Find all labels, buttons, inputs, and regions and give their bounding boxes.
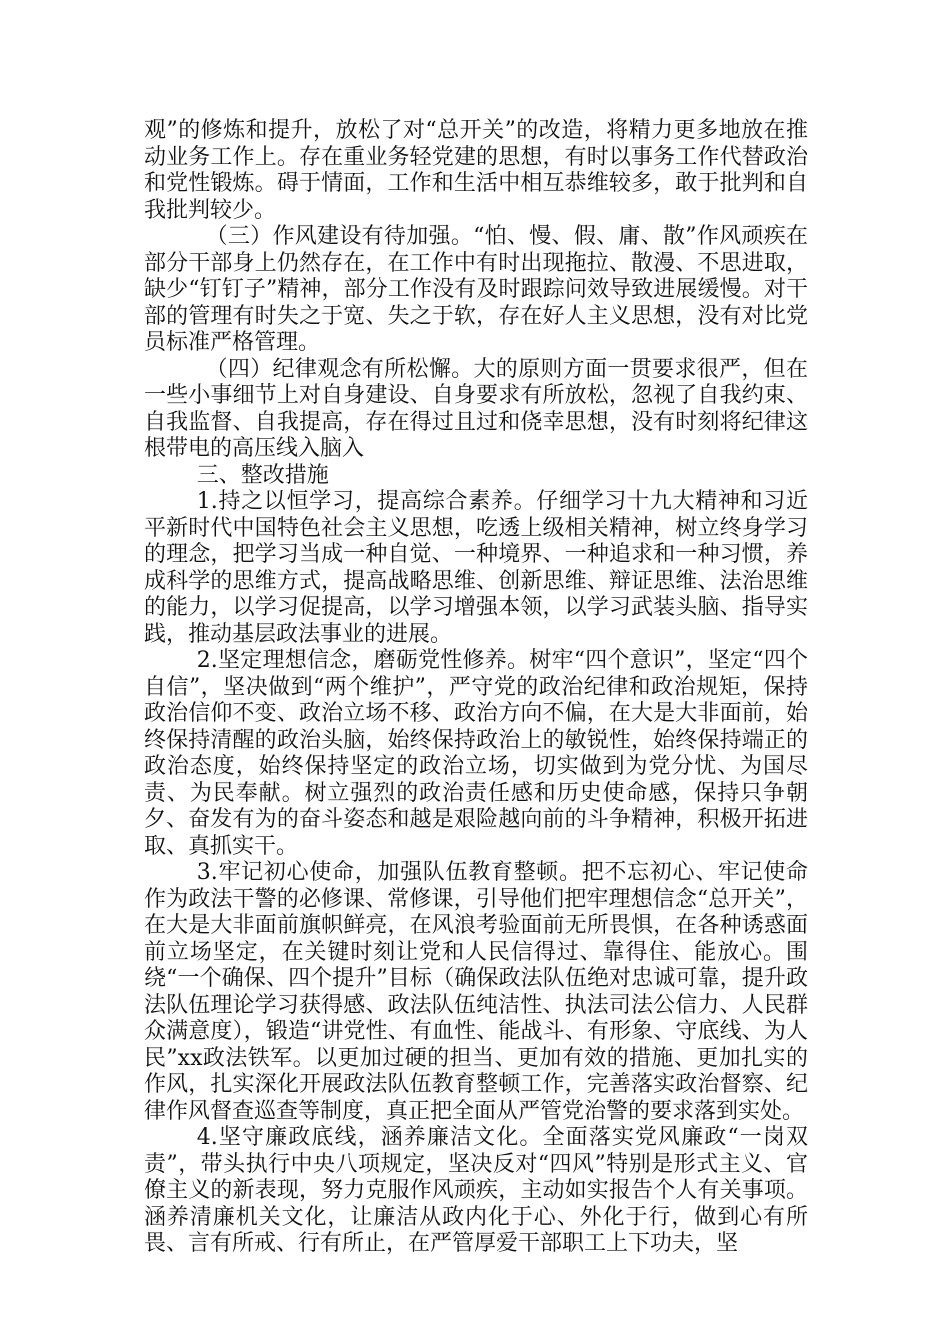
paragraph-measure-2: 2.坚定理想信念，磨砺党性修养。树牢“四个意识”，坚定“四个自信”，坚决做到“两个维护”，严守党的政治纪律和政治规矩，保持政治信仰不变、政治立场不移、政治方向不偏，在大是大非面前，始终保持清醒的政治头脑，始终保持政治上的敏锐性，始终保持端正的政治态度，始终保持坚定的政治立场，切实做到为党分忧、为国尽责、为民奉献。树立强烈的政治责任感和历史使命感，保持只争朝夕、奋发有为的奋斗姿态和越是艰险越向前的斗争精神，积极开拓进取、真抓实干。	[144, 648, 808, 859]
paragraph-measure-3: 3.牢记初心使命，加强队伍教育整顿。把不忘初心、牢记使命作为政法干警的必修课、常修课，引导他们把牢理想信念“总开关”，在大是大非面前旗帜鲜亮，在风浪考验面前无所畏惧，在各种诱惑面前立场坚定，在关键时刻让党和人民信得过、靠得住、能放心。围绕“一个确保、四个提升”目标（确保政法队伍绝对忠诚可靠，提升政法队伍理论学习获得感、政法队伍纯洁性、执法司法公信力、人民群众满意度），锻造“讲党性、有血性、能战斗、有形象、守底线、为人民”xx政法铁军。以更加过硬的担当、更加有效的措施、更加扎实的作风，扎实深化开展政法队伍教育整顿工作，完善落实政治督察、纪律作风督查巡查等制度，真正把全面从严管党治警的要求落到实处。	[144, 860, 808, 1124]
paragraph-measure-1: 1.持之以恒学习，提高综合素养。仔细学习十九大精神和习近平新时代中国特色社会主义思想，吃透上级相关精神，树立终身学习的理念，把学习当成一种自觉、一种境界、一种追求和一种习惯，养成科学的思维方式，提高战略思维、创新思维、辩证思维、法治思维的能力，以学习促提高，以学习增强本领，以学习武装头脑、指导实践，推动基层政法事业的进展。	[144, 489, 808, 647]
paragraph-measure-4: 4.坚守廉政底线，涵养廉洁文化。全面落实党风廉政“一岗双责”，带头执行中央八项规定，坚决反对“四风”特别是形式主义、官僚主义的新表现，努力克服作风顽疾，主动如实报告个人有关事项。涵养清廉机关文化，让廉洁从政内化于心、外化于行，做到心有所畏、言有所戒、行有所止，在严管厚爱干部职工上下功夫，坚	[144, 1125, 808, 1256]
paragraph-continuation: 观”的修炼和提升，放松了对“总开关”的改造，将精力更多地放在推动业务工作上。存在重业务轻党建的思想，有时以事务工作代替政治和党性锻炼。碍于情面，工作和生活中相互恭维较多，敢于批判和自我批判较少。	[144, 118, 808, 223]
paragraph-work-style: （三）作风建设有待加强。“怕、慢、假、庸、散”作风顽疾在部分干部身上仍然存在，在工作中有时出现拖拉、散漫、不思进取，缺少“钉钉子”精神，部分工作没有及时跟踪问效导致进展缓慢。对干部的管理有时失之于宽、失之于软，存在好人主义思想，没有对比党员标准严格管理。	[144, 224, 808, 355]
paragraph-discipline: （四）纪律观念有所松懈。大的原则方面一贯要求很严，但在一些小事细节上对自身建设、自身要求有所放松，忽视了自我约束、自我监督、自我提高，存在得过且过和侥幸思想，没有时刻将纪律这根带电的高压线入脑入	[144, 356, 808, 461]
document-body	[144, 118, 808, 1258]
section-heading-rectification: 三、整改措施	[196, 462, 329, 488]
